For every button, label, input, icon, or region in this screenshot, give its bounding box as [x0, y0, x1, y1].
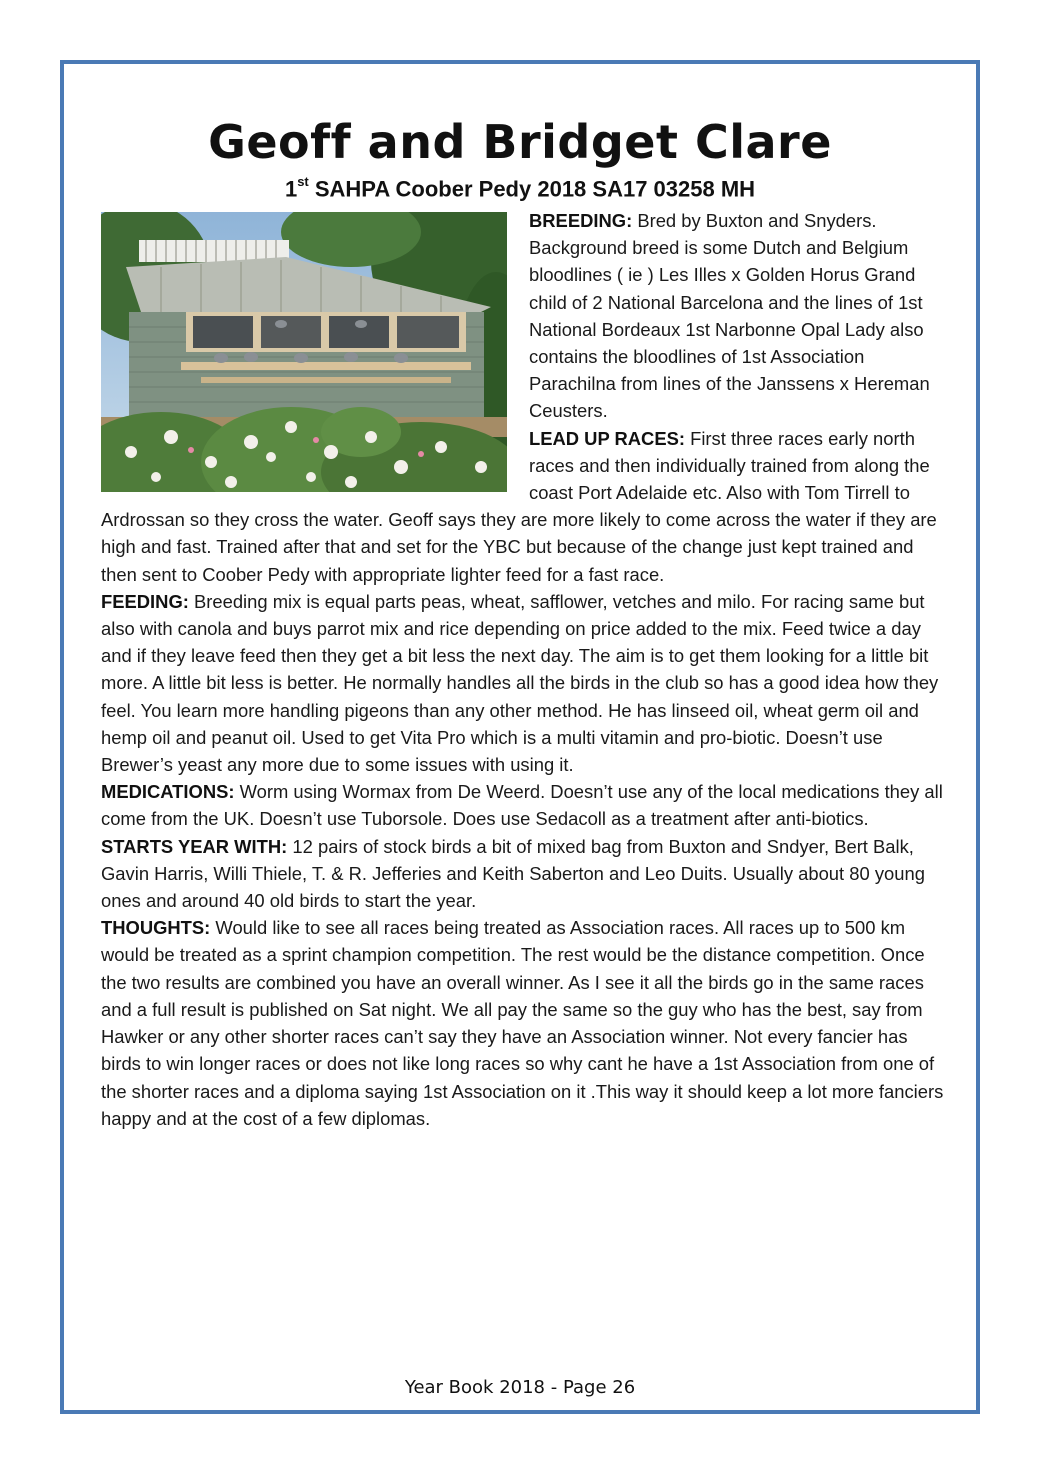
subtitle-rank-suffix: st — [297, 174, 309, 189]
section-text: 12 pairs of stock birds a bit of mixed bag from Buxton and Sndyer, Bert Balk, Gavin Harris, Willi Thiele, T. & R. Jefferies and Keith Saberton and Leo Duits. Usually about 80 young ones and around 40 old birds to start the year. — [101, 835, 925, 912]
section-starts-year-with — [101, 833, 944, 915]
section-thoughts — [101, 914, 944, 1132]
article-body — [101, 207, 944, 1132]
section-text: Breeding mix is equal parts peas, wheat, safflower, vetches and milo. For racing same but also with canola and buys parrot mix and rice depending on price added to the mix. Feed twice a day and if they leave feed then they get a bit less the next day. The aim is to get them looking for a little bit more. A little bit less is better. He normally handles all the birds in the club so has a good idea how they feel. You learn more handling pigeons than any other method. He has linseed oil, wheat germ oil and hemp oil and peanut oil. Used to get Vita Pro which is a multi vitamin and pro-biotic. Doesn’t use Brewer’s yeast any more due to some issues with using it. — [101, 590, 939, 776]
section-feeding — [101, 588, 944, 778]
loft-illustration — [101, 212, 507, 492]
section-text: Bred by Buxton and Snyders. Background breed is some Dutch and Belgium bloodlines ( ie ) Les Illes x Golden Horus Grand child of 2 National Barcelona and the lines of 1st National Bordeaux 1st Narbonne Opal Lady also contains the bloodlines of 1st Association Parachilna from lines of the Janssens x Hereman Ceusters. — [529, 210, 930, 422]
subtitle-text: SAHPA Coober Pedy 2018 SA17 03258 MH — [308, 176, 756, 202]
section-heading: BREEDING: — [529, 210, 633, 231]
page-footer: Year Book 2018 - Page 26 — [404, 1377, 636, 1398]
page-subtitle — [64, 170, 976, 203]
page-title: Geoff and Bridget Clare — [208, 115, 832, 169]
section-heading: LEAD UP RACES: — [529, 427, 685, 449]
page-frame — [60, 60, 980, 1414]
section-heading: FEEDING: — [101, 590, 189, 612]
section-text: First three races early north races and then individually trained from along the coast Port Adelaide etc. Also with Tom Tirrell to Ardrossan so they cross the water. Geoff says they are more likely to come across the water if they are high and fast. Trained after that and set for the YBC but because of the change just kept trained and then sent to Coober Pedy with appropriate lighter feed for a fast race. — [101, 427, 937, 585]
section-medications — [101, 778, 944, 832]
section-heading: MEDICATIONS: — [101, 781, 235, 803]
section-heading: THOUGHTS: — [101, 917, 211, 939]
pigeon-loft-photo — [101, 212, 507, 492]
subtitle-rank: 1 — [284, 176, 298, 202]
section-heading: STARTS YEAR WITH: — [101, 835, 288, 857]
section-text: Worm using Wormax from De Weerd. Doesn’t use any of the local medications they all come from the UK. Doesn’t use Tuborsole. Does use Sedacoll as a treatment after anti-biotics. — [101, 781, 943, 830]
section-text: Would like to see all races being treated as Association races. All races up to 500 km would be treated as a sprint champion competition. The rest would be the distance competition. Once the two results are combined you have an overall winner. As I see it all the birds go in the same races and a full result is published on Sat night. We all pay the same so the guy who has the best, say from Hawker or any other shorter races can’t say they have an Association winner. Not every fancier has birds to win longer races or does not like long races so why cant he have a 1st Association from one of the shorter races and a diploma saying 1st Association on it .This way it should keep a lot more fanciers happy and at the cost of a few diplomas. — [101, 917, 944, 1129]
